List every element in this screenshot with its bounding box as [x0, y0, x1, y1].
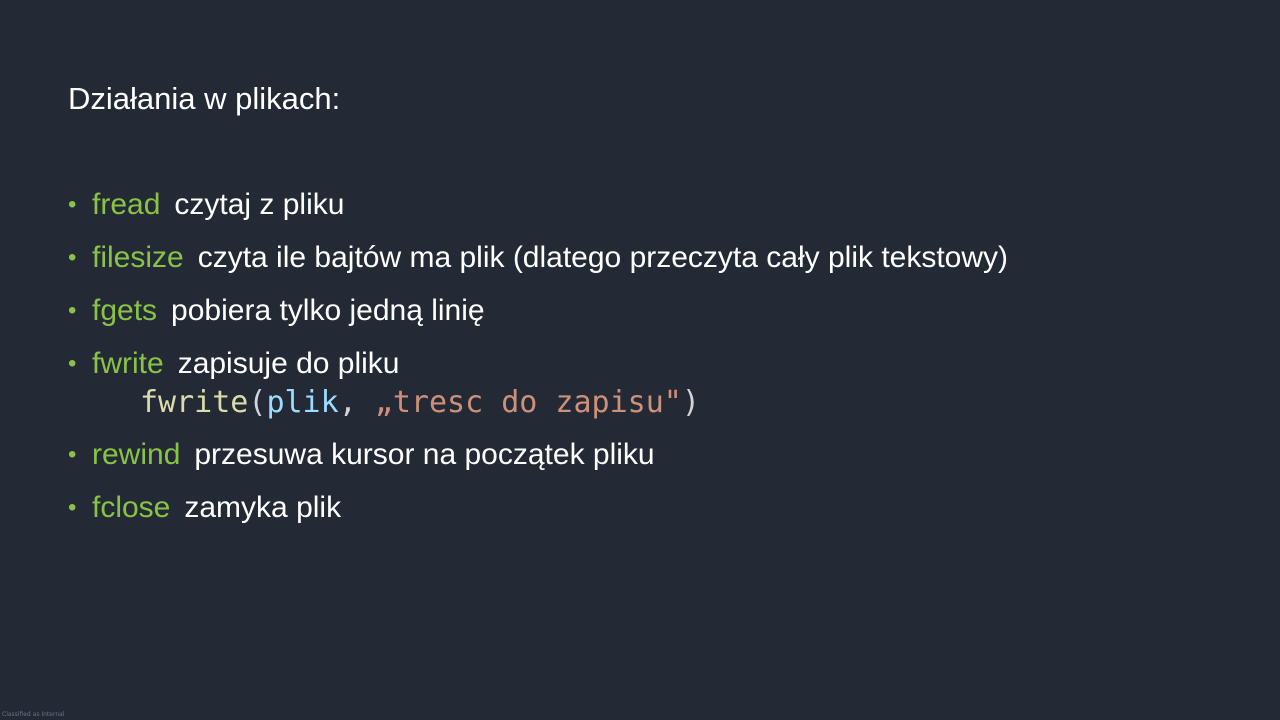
code-separator: ,: [338, 385, 375, 420]
bullet-icon: •: [68, 191, 77, 218]
function-description: przesuwa kursor na początek pliku: [194, 438, 655, 471]
list-item: [68, 186, 1008, 224]
function-keyword: fwrite: [92, 347, 164, 380]
list-item: [68, 292, 1008, 330]
code-example: [140, 385, 1008, 421]
code-open-paren: (: [248, 385, 267, 420]
code-function: fwrite: [140, 385, 249, 420]
bullet-icon: •: [68, 297, 77, 324]
bullet-list: [68, 186, 1008, 542]
bullet-icon: •: [68, 494, 77, 521]
list-item: [68, 436, 1008, 474]
list-item: [68, 345, 1008, 421]
code-variable: plik: [266, 385, 339, 420]
list-item: [68, 489, 1008, 527]
function-keyword: fclose: [92, 491, 171, 524]
function-keyword: filesize: [92, 241, 184, 274]
function-description: czytaj z pliku: [174, 188, 345, 221]
function-description: zamyka plik: [184, 491, 342, 524]
list-item: [68, 239, 1008, 277]
function-description: czyta ile bajtów ma plik (dlatego przeczyta cały plik tekstowy): [197, 241, 1009, 274]
function-keyword: rewind: [92, 438, 181, 471]
bullet-icon: •: [68, 441, 77, 468]
slide-title: Działania w plikach:: [68, 81, 341, 116]
code-close-paren: ): [681, 385, 700, 420]
function-description: zapisuje do pliku: [177, 347, 400, 380]
function-keyword: fgets: [92, 294, 158, 327]
code-string: „tresc do zapisu": [374, 385, 682, 420]
function-keyword: fread: [92, 188, 161, 221]
classification-note: Classified as Internal: [2, 711, 65, 718]
function-description: pobiera tylko jedną linię: [171, 294, 485, 327]
bullet-icon: •: [68, 350, 77, 377]
bullet-icon: •: [68, 244, 77, 271]
